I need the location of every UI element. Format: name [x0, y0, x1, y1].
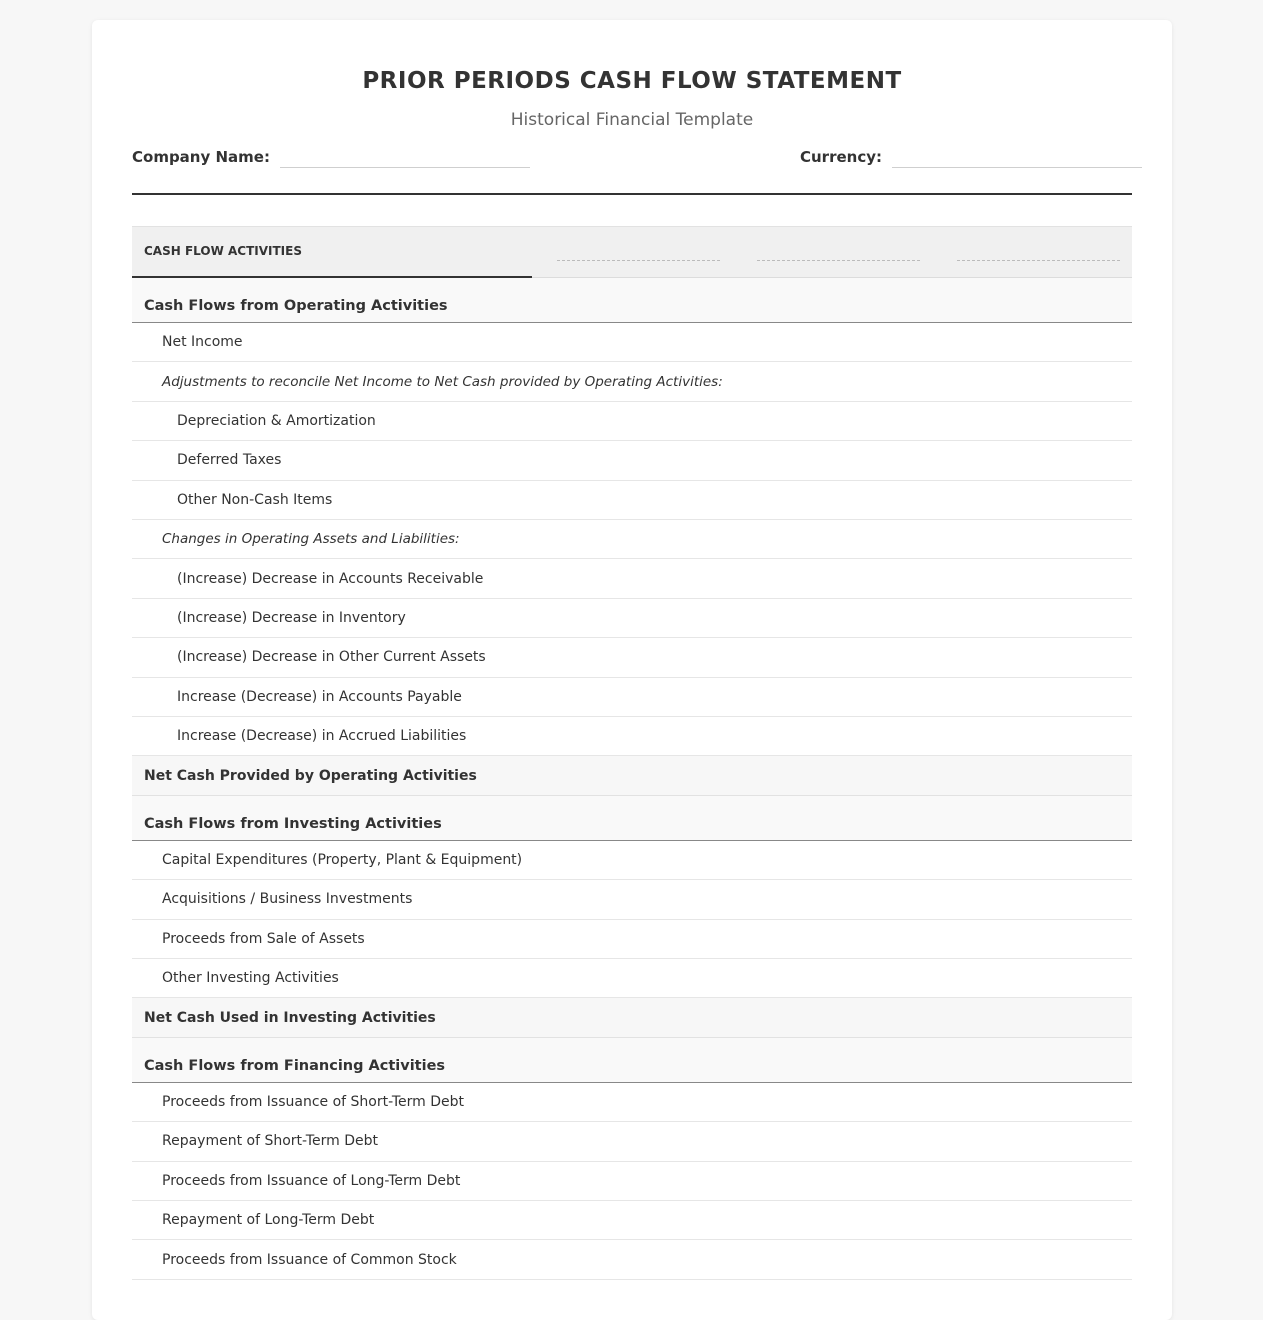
company-name-input[interactable]	[280, 147, 530, 168]
sub-line-item	[132, 481, 1132, 520]
row-label: Cash Flows from Operating Activities	[144, 298, 448, 314]
row-label: (Increase) Decrease in Other Current Assets	[177, 649, 486, 666]
sub-line-item	[132, 599, 1132, 638]
row-label: Net Cash Used in Investing Activities	[144, 1009, 436, 1026]
currency-input[interactable]	[892, 147, 1142, 168]
header-divider	[132, 193, 1132, 195]
row-label: Other Non-Cash Items	[177, 491, 333, 508]
row-label: Cash Flows from Investing Activities	[144, 815, 442, 832]
page-subtitle: Historical Financial Template	[510, 110, 754, 130]
section-header	[132, 1038, 1132, 1083]
column-header-activities: CASH FLOW ACTIVITIES	[132, 227, 532, 278]
line-item	[132, 1162, 1132, 1201]
line-item	[132, 841, 1132, 880]
row-label: (Increase) Decrease in Accounts Receivable	[177, 570, 484, 587]
period-header-1[interactable]	[557, 260, 720, 261]
line-item	[132, 1122, 1132, 1161]
currency-label: Currency:	[800, 148, 883, 166]
meta-fields	[132, 147, 1132, 173]
row-label: Cash Flows from Financing Activities	[144, 1057, 446, 1074]
row-label: Capital Expenditures (Property, Plant & Equipment)	[162, 851, 523, 868]
row-label: Repayment of Long-Term Debt	[162, 1212, 375, 1229]
sub-line-item	[132, 678, 1132, 717]
section-header	[132, 796, 1132, 841]
row-label: Changes in Operating Assets and Liabilities:	[162, 531, 460, 548]
line-item	[132, 880, 1132, 919]
row-label: Adjustments to reconcile Net Income to Net Cash provided by Operating Activities:	[162, 373, 723, 390]
page-title: PRIOR PERIODS CASH FLOW STATEMENT	[362, 68, 902, 94]
line-item	[132, 323, 1132, 362]
period-header-2[interactable]	[757, 260, 920, 261]
row-label: Net Cash Provided by Operating Activities	[144, 767, 477, 784]
line-item	[132, 1240, 1132, 1279]
sub-line-item	[132, 441, 1132, 480]
row-label: Net Income	[162, 334, 243, 351]
line-item	[132, 1083, 1132, 1122]
statement-sheet	[92, 20, 1172, 1320]
sub-line-item	[132, 717, 1132, 756]
row-label: Depreciation & Amortization	[177, 412, 376, 429]
row-label: Other Investing Activities	[162, 970, 339, 987]
sub-line-item	[132, 402, 1132, 441]
row-label: Proceeds from Issuance of Common Stock	[162, 1251, 457, 1268]
line-item	[132, 920, 1132, 959]
row-label: Proceeds from Issuance of Long-Term Debt	[162, 1172, 461, 1189]
section-total	[132, 756, 1132, 796]
sub-line-item	[132, 559, 1132, 598]
sub-line-item	[132, 638, 1132, 677]
line-item	[132, 959, 1132, 998]
company-name-field-group	[132, 147, 530, 168]
row-label: Proceeds from Sale of Assets	[162, 930, 365, 947]
statement-rows	[132, 278, 1132, 1280]
row-label: Increase (Decrease) in Accrued Liabilities	[177, 728, 467, 745]
section-total	[132, 998, 1132, 1038]
row-label: Proceeds from Issuance of Short-Term Debt	[162, 1094, 465, 1111]
section-header	[132, 278, 1132, 323]
line-item	[132, 1201, 1132, 1240]
row-label: Increase (Decrease) in Accounts Payable	[177, 688, 462, 705]
adjustment-note	[132, 520, 1132, 559]
table-header	[132, 226, 1132, 278]
row-label: (Increase) Decrease in Inventory	[177, 609, 406, 626]
row-label: Deferred Taxes	[177, 452, 282, 469]
company-name-label: Company Name:	[132, 148, 270, 166]
currency-field-group	[800, 147, 1142, 168]
row-label: Repayment of Short-Term Debt	[162, 1133, 378, 1150]
row-label: Acquisitions / Business Investments	[162, 891, 413, 908]
adjustment-note	[132, 362, 1132, 401]
period-header-3[interactable]	[957, 260, 1120, 261]
